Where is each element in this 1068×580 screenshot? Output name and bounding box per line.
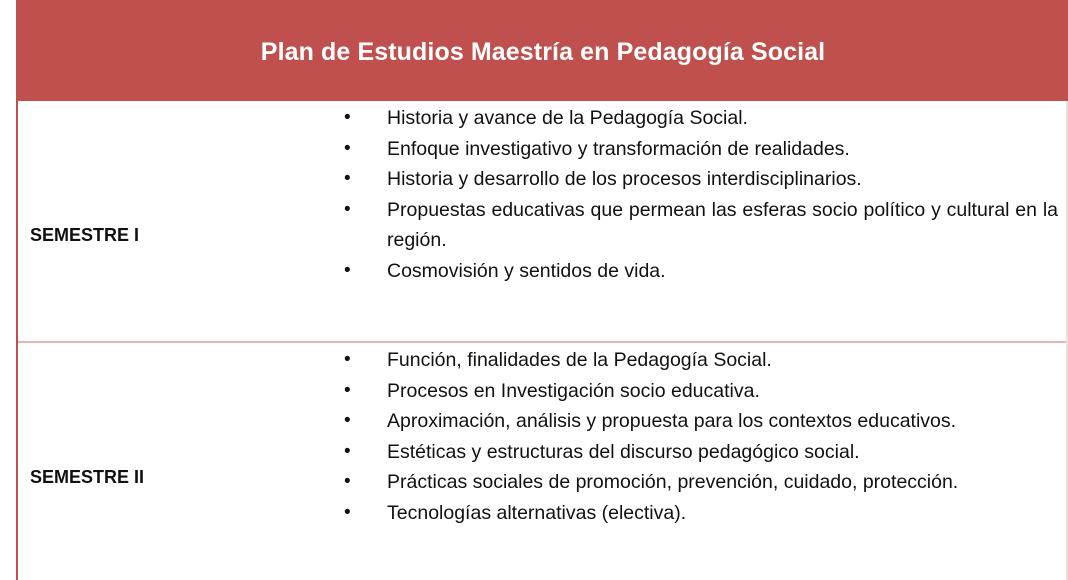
bullet-icon: • [344, 198, 351, 220]
list-item [340, 103, 1058, 134]
topic-text: Tecnologías alternativas (electiva). [387, 501, 687, 524]
topic-text: Cosmovisión y sentidos de vida. [387, 259, 666, 282]
list-item [340, 164, 1058, 195]
bullet-icon: • [344, 410, 351, 431]
topic-text: Procesos en Investigación socio educativa. [387, 379, 760, 402]
semester-row-1 [18, 101, 1068, 343]
list-item [340, 195, 1058, 256]
study-plan-table [16, 0, 1068, 580]
list-item [340, 345, 1058, 376]
list-item [340, 376, 1058, 407]
topic-text: Estéticas y estructuras del discurso pedagógico social. [387, 440, 860, 463]
table-title: Plan de Estudios Maestría en Pedagogía Social [260, 37, 826, 66]
topic-text: Propuestas educativas que permean las esferas socio político y cultural en la región. [387, 198, 1058, 251]
semester-label: SEMESTRE I [30, 225, 140, 245]
semester-row-2 [18, 343, 1068, 580]
list-item [340, 467, 1058, 498]
bullet-icon: • [344, 349, 351, 370]
bullet-icon: • [344, 137, 351, 159]
bullet-icon: • [344, 471, 351, 492]
table-header [18, 0, 1068, 101]
semester-1-topic-list [340, 103, 1058, 286]
topic-text: Aproximación, análisis y propuesta para los contextos educativos. [387, 410, 957, 432]
list-item [340, 437, 1058, 468]
topic-text: Enfoque investigativo y transformación de realidades. [387, 137, 850, 160]
topic-text: Función, finalidades de la Pedagogía Social. [387, 349, 772, 371]
list-item [340, 406, 1058, 437]
bullet-icon: • [344, 168, 351, 189]
topic-text: Historia y avance de la Pedagogía Social. [387, 107, 748, 129]
topic-text: Prácticas sociales de promoción, prevención, cuidado, protección. [387, 471, 959, 493]
bullet-icon: • [344, 259, 351, 281]
bullet-icon: • [344, 440, 351, 462]
list-item [340, 256, 1058, 287]
bullet-icon: • [344, 379, 351, 401]
list-item [340, 134, 1058, 165]
semester-2-topic-list [340, 345, 1058, 528]
bullet-icon: • [344, 107, 351, 128]
bullet-icon: • [344, 501, 351, 523]
topic-text: Historia y desarrollo de los procesos interdisciplinarios. [387, 168, 862, 190]
list-item [340, 498, 1058, 529]
semester-label: SEMESTRE II [30, 467, 145, 487]
